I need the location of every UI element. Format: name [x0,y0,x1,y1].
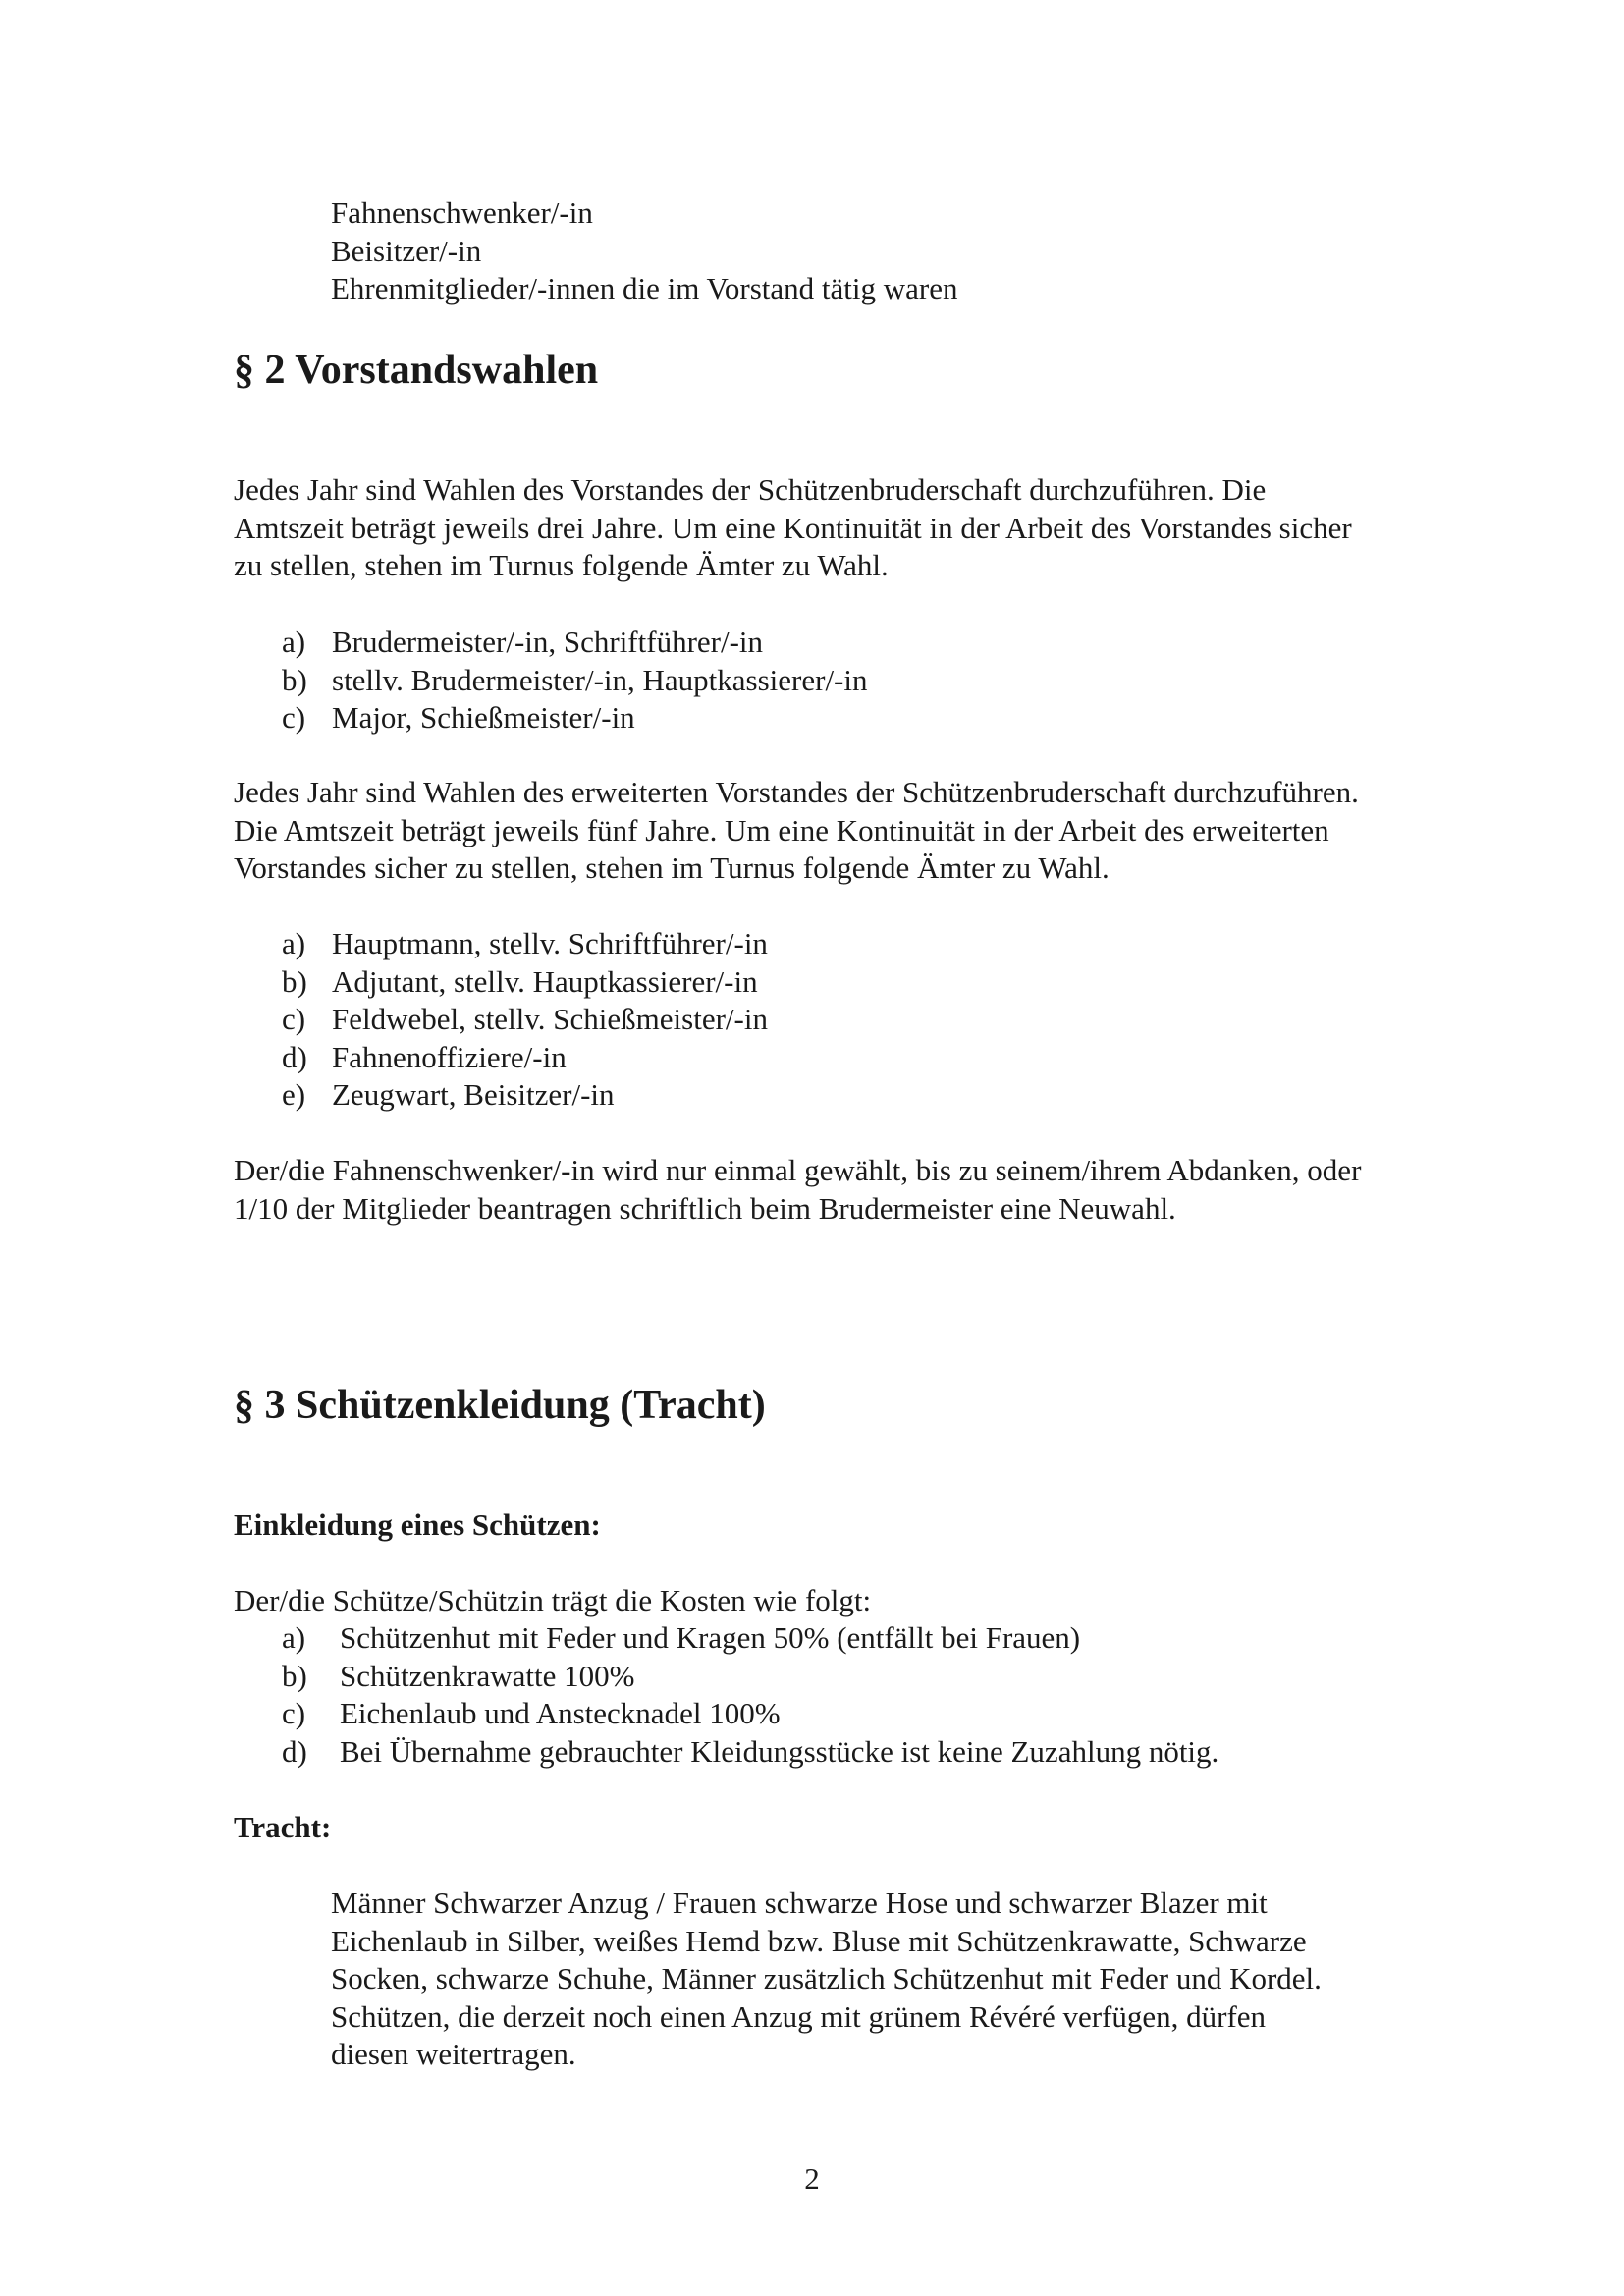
list-item [282,1619,1218,1658]
list-text: stellv. Brudermeister/-in, Hauptkassierer/-in [332,662,868,697]
section-3-heading: § 3 Schützenkleidung (Tracht) [234,1383,766,1428]
list-item [282,1733,1218,1772]
intro-list [331,194,958,308]
section-2-paragraph-1 [234,471,1352,585]
list-label: c) [282,1696,306,1730]
list-label: e) [282,1077,306,1112]
paragraph-line: Männer Schwarzer Anzug / Frauen schwarze Hose und schwarzer Blazer mit [331,1886,1268,1920]
paragraph-line: Vorstandes sicher zu stellen, stehen im Turnus folgende Ämter zu Wahl. [234,850,1110,885]
list-text: Fahnenoffiziere/-in [332,1039,567,1074]
list-text: Major, Schießmeister/-in [332,700,635,735]
paragraph-line: Jedes Jahr sind Wahlen des erweiterten Vorstandes der Schützenbruderschaft durchzuführen. [234,775,1359,809]
list-text: Zeugwart, Beisitzer/-in [332,1077,615,1112]
list-label: d) [282,1733,307,1769]
list-label: b) [282,662,307,697]
list-text: Schützenkrawatte 100% [340,1658,635,1693]
list-item [282,1695,1218,1733]
list-label: a) [282,1620,306,1655]
section-2-paragraph-3 [234,1152,1361,1228]
section-3-subheading-tracht: Tracht: [234,1810,332,1844]
cost-list [282,1619,1218,1771]
section-2-heading: § 2 Vorstandswahlen [234,348,599,393]
tracht-paragraph [331,1885,1322,2074]
list-text: Feldwebel, stellv. Schießmeister/-in [332,1002,768,1036]
list-label: c) [282,1002,306,1036]
list-label: c) [282,700,306,735]
list-item [282,1039,768,1077]
paragraph-line: Der/die Fahnenschwenker/-in wird nur einmal gewählt, bis zu seinem/ihrem Abdanken, oder [234,1153,1362,1187]
paragraph-line: Die Amtszeit beträgt jeweils fünf Jahre. Um eine Kontinuität in der Arbeit des erweiterten [234,812,1329,847]
list-label: d) [282,1039,307,1074]
section-2-paragraph-2 [234,774,1359,888]
intro-line: Ehrenmitglieder/-innen die im Vorstand tätig waren [331,271,958,305]
list-item [282,624,868,662]
list-text: Eichenlaub und Anstecknadel 100% [340,1696,781,1730]
paragraph-line: Eichenlaub in Silber, weißes Hemd bzw. Bluse mit Schützenkrawatte, Schwarze [331,1923,1307,1958]
paragraph-line: diesen weitertragen. [331,2037,576,2071]
list-item [282,1076,768,1115]
list-text: Schützenhut mit Feder und Kragen 50% (entfällt bei Frauen) [340,1620,1081,1655]
intro-line: Fahnenschwenker/-in [331,195,593,230]
list-item [282,662,868,700]
paragraph-line: Schützen, die derzeit noch einen Anzug mit grünem Révéré verfügen, dürfen [331,1998,1267,2034]
list-item [282,963,768,1002]
list-item [282,1658,1218,1696]
paragraph-line: zu stellen, stehen im Turnus folgende Ämter zu Wahl. [234,548,889,582]
list-label: a) [282,625,306,659]
list-text: Brudermeister/-in, Schriftführer/-in [332,625,764,659]
list-label: a) [282,926,306,960]
section-2-list-1 [282,624,868,738]
list-text: Hauptmann, stellv. Schriftführer/-in [332,926,768,960]
paragraph-line: Socken, schwarze Schuhe, Männer zusätzlich Schützenhut mit Feder und Kordel. [331,1961,1322,1995]
list-label: b) [282,1658,307,1693]
paragraph-line: Jedes Jahr sind Wahlen des Vorstandes der Schützenbruderschaft durchzuführen. Die [234,472,1267,507]
list-item [282,1001,768,1039]
cost-intro: Der/die Schütze/Schützin trägt die Kosten wie folgt: [234,1583,872,1617]
list-item [282,699,868,738]
list-label: b) [282,963,307,999]
section-3-subheading-einkleidung: Einkleidung eines Schützen: [234,1507,601,1542]
page-number: 2 [804,2161,820,2196]
paragraph-line: Amtszeit beträgt jeweils drei Jahre. Um eine Kontinuität in der Arbeit des Vorstandes sicher [234,510,1352,545]
paragraph-line: 1/10 der Mitglieder beantragen schriftlich beim Brudermeister eine Neuwahl. [234,1190,1176,1226]
list-text: Adjutant, stellv. Hauptkassierer/-in [332,963,758,999]
list-item [282,925,768,963]
section-2-list-2 [282,925,768,1115]
intro-line: Beisitzer/-in [331,233,482,268]
list-text: Bei Übernahme gebrauchter Kleidungsstücke ist keine Zuzahlung nötig. [340,1733,1219,1769]
